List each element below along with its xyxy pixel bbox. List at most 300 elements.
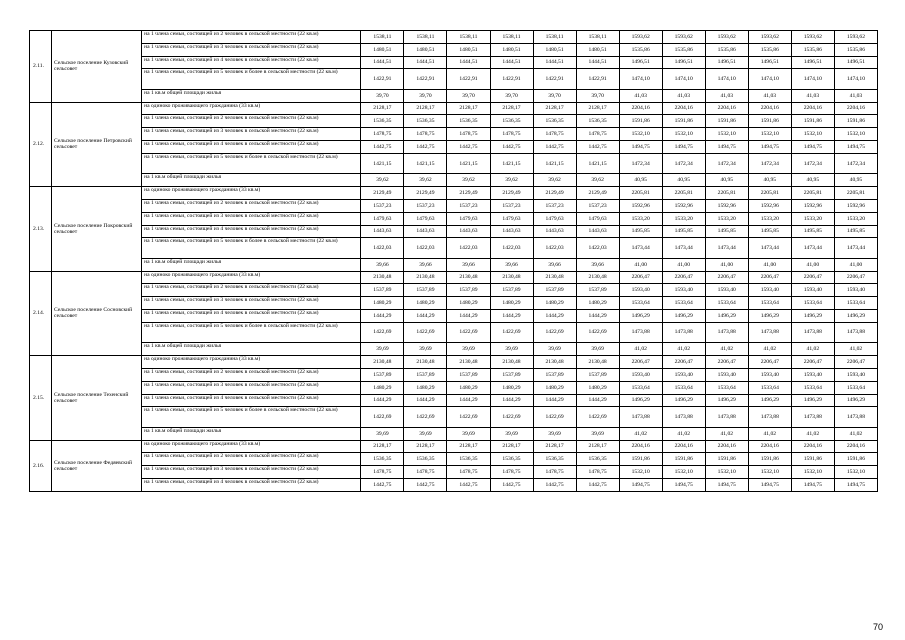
value-cell: 1532,10 [662, 128, 705, 141]
value-cell: 1422,69 [490, 322, 533, 343]
value-cell: 1474,10 [748, 69, 791, 90]
value-cell: 41,03 [662, 89, 705, 102]
value-cell: 1593,40 [791, 284, 834, 297]
value-cell: 1478,75 [447, 466, 490, 479]
value-cell: 39,69 [490, 343, 533, 356]
value-cell: 1536,35 [576, 453, 619, 466]
value-cell: 2128,17 [404, 440, 447, 453]
value-cell: 1444,29 [404, 310, 447, 323]
value-cell: 41,03 [834, 89, 877, 102]
value-cell: 1480,51 [533, 43, 576, 56]
value-cell: 1494,75 [748, 479, 791, 492]
value-cell: 39,70 [533, 89, 576, 102]
value-cell: 1422,69 [404, 322, 447, 343]
value-cell: 1473,88 [748, 407, 791, 428]
value-cell: 1473,88 [705, 407, 748, 428]
value-cell: 39,69 [533, 427, 576, 440]
category-label: на 1 члена семьи, состоящей из 4 человек в сельской местности (22 кв.м) [142, 225, 361, 238]
category-label: на 1 кв.м общей площади жилья [142, 258, 361, 271]
value-cell: 1536,35 [361, 115, 404, 128]
table-row [30, 453, 878, 466]
value-cell: 1474,10 [662, 69, 705, 90]
value-cell: 2204,16 [748, 102, 791, 115]
table-row [30, 153, 878, 174]
value-cell: 1538,11 [533, 31, 576, 44]
table-row [30, 322, 878, 343]
category-label: на 1 члена семьи, состоящей из 4 человек в сельской местности (22 кв.м) [142, 141, 361, 154]
value-cell: 2204,16 [619, 102, 662, 115]
value-cell: 41,03 [791, 89, 834, 102]
settlement-name: Сельское поселение Покровский сельсовет [52, 187, 142, 271]
category-label: на 1 члена семьи, состоящей из 5 человек и более в сельской местности (22 кв.м) [142, 238, 361, 259]
value-cell: 2128,17 [447, 440, 490, 453]
value-cell: 2204,16 [748, 440, 791, 453]
table-row [30, 115, 878, 128]
value-cell: 1593,40 [619, 284, 662, 297]
value-cell: 1593,40 [834, 284, 877, 297]
value-cell: 1532,10 [791, 466, 834, 479]
value-cell: 2204,16 [619, 440, 662, 453]
value-cell: 2130,48 [404, 271, 447, 284]
value-cell: 41,00 [705, 258, 748, 271]
value-cell: 1478,75 [447, 128, 490, 141]
table-row [30, 199, 878, 212]
value-cell: 2205,81 [791, 187, 834, 200]
value-cell: 1533,64 [705, 297, 748, 310]
value-cell: 2206,47 [662, 271, 705, 284]
value-cell: 1442,75 [533, 479, 576, 492]
value-cell: 2128,17 [490, 440, 533, 453]
value-cell: 41,02 [748, 343, 791, 356]
value-cell: 1495,85 [662, 225, 705, 238]
table-row [30, 297, 878, 310]
value-cell: 2130,48 [533, 271, 576, 284]
value-cell: 39,69 [361, 427, 404, 440]
value-cell: 1496,29 [748, 310, 791, 323]
category-label: на 1 члена семьи, состоящей из 5 человек и более в сельской местности (22 кв.м) [142, 322, 361, 343]
value-cell: 1537,89 [533, 368, 576, 381]
value-cell: 1421,15 [447, 153, 490, 174]
value-cell: 1593,40 [834, 368, 877, 381]
value-cell: 1494,75 [705, 479, 748, 492]
value-cell: 2206,47 [619, 271, 662, 284]
value-cell: 1495,85 [705, 225, 748, 238]
value-cell: 1472,34 [619, 153, 662, 174]
value-cell: 1443,63 [533, 225, 576, 238]
table-row [30, 381, 878, 394]
value-cell: 2204,16 [791, 102, 834, 115]
table-row [30, 174, 878, 187]
value-cell: 1533,20 [834, 212, 877, 225]
value-cell: 2204,16 [705, 102, 748, 115]
value-cell: 1532,10 [834, 128, 877, 141]
value-cell: 39,69 [533, 343, 576, 356]
category-label: на 1 члена семьи, состоящей из 3 человек в сельской местности (22 кв.м) [142, 297, 361, 310]
value-cell: 1533,20 [791, 212, 834, 225]
value-cell: 2129,49 [404, 187, 447, 200]
value-cell: 1538,11 [447, 31, 490, 44]
value-cell: 2130,48 [447, 356, 490, 369]
category-label: на 1 члена семьи, состоящей из 3 человек в сельской местности (22 кв.м) [142, 43, 361, 56]
page-number: 70 [872, 622, 883, 632]
value-cell: 1422,69 [361, 322, 404, 343]
value-cell: 39,62 [576, 174, 619, 187]
value-cell: 1494,75 [705, 141, 748, 154]
value-cell: 1422,91 [361, 69, 404, 90]
value-cell: 2129,49 [490, 187, 533, 200]
value-cell: 41,02 [834, 427, 877, 440]
value-cell: 39,69 [404, 427, 447, 440]
value-cell: 1479,63 [361, 212, 404, 225]
value-cell: 2130,48 [533, 356, 576, 369]
value-cell: 1479,63 [576, 212, 619, 225]
value-cell: 1533,20 [662, 212, 705, 225]
value-cell: 2128,17 [404, 102, 447, 115]
value-cell: 1444,51 [490, 56, 533, 69]
value-cell: 1496,29 [791, 310, 834, 323]
value-cell: 1422,69 [361, 407, 404, 428]
table-row [30, 284, 878, 297]
value-cell: 1533,64 [619, 381, 662, 394]
value-cell: 1532,10 [662, 466, 705, 479]
value-cell: 1536,35 [490, 453, 533, 466]
value-cell: 1473,88 [705, 322, 748, 343]
category-label: на 1 члена семьи, состоящей из 3 человек в сельской местности (22 кв.м) [142, 212, 361, 225]
value-cell: 1538,11 [404, 31, 447, 44]
value-cell: 2204,16 [662, 102, 705, 115]
value-cell: 2130,48 [576, 271, 619, 284]
value-cell: 1593,40 [662, 368, 705, 381]
value-cell: 2130,48 [404, 356, 447, 369]
value-cell: 1422,69 [490, 407, 533, 428]
value-cell: 39,70 [576, 89, 619, 102]
value-cell: 39,70 [404, 89, 447, 102]
value-cell: 41,03 [705, 89, 748, 102]
value-cell: 1496,29 [705, 394, 748, 407]
value-cell: 1535,86 [705, 43, 748, 56]
value-cell: 1442,75 [490, 479, 533, 492]
table-row [30, 368, 878, 381]
value-cell: 1591,86 [791, 453, 834, 466]
value-cell: 1591,86 [662, 115, 705, 128]
value-cell: 39,69 [447, 343, 490, 356]
value-cell: 1533,20 [705, 212, 748, 225]
value-cell: 1593,40 [748, 284, 791, 297]
value-cell: 1533,64 [748, 381, 791, 394]
value-cell: 41,02 [834, 343, 877, 356]
value-cell: 1473,88 [662, 322, 705, 343]
category-label: на одиноко проживающего гражданина (33 кв.м) [142, 271, 361, 284]
row-code: 2.12. [30, 102, 52, 186]
value-cell: 39,66 [490, 258, 533, 271]
value-cell: 1537,23 [361, 199, 404, 212]
value-cell: 1591,86 [834, 115, 877, 128]
table-row [30, 394, 878, 407]
value-cell: 1444,29 [533, 310, 576, 323]
value-cell: 1474,10 [834, 69, 877, 90]
value-cell: 1496,29 [662, 394, 705, 407]
value-cell: 39,69 [447, 427, 490, 440]
value-cell: 1496,51 [705, 56, 748, 69]
value-cell: 1593,62 [662, 31, 705, 44]
category-label: на 1 члена семьи, состоящей из 4 человек в сельской местности (22 кв.м) [142, 394, 361, 407]
value-cell: 40,95 [791, 174, 834, 187]
value-cell: 1443,63 [576, 225, 619, 238]
table-row [30, 271, 878, 284]
value-cell: 1593,40 [791, 368, 834, 381]
value-cell: 1494,75 [619, 479, 662, 492]
table-row [30, 141, 878, 154]
value-cell: 1444,51 [576, 56, 619, 69]
value-cell: 1479,63 [404, 212, 447, 225]
value-cell: 1496,51 [748, 56, 791, 69]
value-cell: 2206,47 [791, 356, 834, 369]
value-cell: 1444,29 [447, 310, 490, 323]
value-cell: 1444,51 [533, 56, 576, 69]
value-cell: 1442,75 [404, 141, 447, 154]
value-cell: 1443,63 [447, 225, 490, 238]
value-cell: 2206,47 [662, 356, 705, 369]
value-cell: 1536,35 [404, 453, 447, 466]
value-cell: 1478,75 [576, 128, 619, 141]
settlement-name: Сельское поселение Федяевский сельсовет [52, 440, 142, 491]
table-row [30, 69, 878, 90]
value-cell: 40,95 [662, 174, 705, 187]
row-code: 2.13. [30, 187, 52, 271]
value-cell: 1496,29 [662, 310, 705, 323]
value-cell: 1421,15 [576, 153, 619, 174]
value-cell: 1593,62 [705, 31, 748, 44]
value-cell: 1537,89 [447, 284, 490, 297]
value-cell: 1592,96 [705, 199, 748, 212]
category-label: на 1 члена семьи, состоящей из 2 человек в сельской местности (22 кв.м) [142, 199, 361, 212]
value-cell: 39,66 [404, 258, 447, 271]
category-label: на 1 члена семьи, состоящей из 3 человек в сельской местности (22 кв.м) [142, 466, 361, 479]
category-label: на 1 члена семьи, состоящей из 5 человек и более в сельской местности (22 кв.м) [142, 69, 361, 90]
category-label: на 1 члена семьи, состоящей из 3 человек в сельской местности (22 кв.м) [142, 381, 361, 394]
table-body [30, 31, 878, 492]
value-cell: 39,62 [447, 174, 490, 187]
value-cell: 1422,03 [404, 238, 447, 259]
value-cell: 2129,49 [533, 187, 576, 200]
value-cell: 1537,89 [361, 368, 404, 381]
value-cell: 1533,64 [662, 297, 705, 310]
value-cell: 41,03 [748, 89, 791, 102]
value-cell: 1479,63 [533, 212, 576, 225]
value-cell: 1443,63 [361, 225, 404, 238]
value-cell: 1537,23 [576, 199, 619, 212]
table-row [30, 89, 878, 102]
value-cell: 1480,29 [404, 297, 447, 310]
value-cell: 1473,88 [748, 322, 791, 343]
category-label: на 1 члена семьи, состоящей из 2 человек в сельской местности (22 кв.м) [142, 453, 361, 466]
value-cell: 1496,51 [619, 56, 662, 69]
value-cell: 1422,69 [404, 407, 447, 428]
value-cell: 1537,89 [404, 284, 447, 297]
table-row [30, 356, 878, 369]
value-cell: 2129,49 [361, 187, 404, 200]
value-cell: 1444,29 [533, 394, 576, 407]
table-row [30, 187, 878, 200]
value-cell: 1480,29 [447, 381, 490, 394]
value-cell: 39,66 [576, 258, 619, 271]
value-cell: 1480,29 [490, 297, 533, 310]
value-cell: 1472,34 [748, 153, 791, 174]
value-cell: 1591,86 [662, 453, 705, 466]
value-cell: 1494,75 [791, 141, 834, 154]
value-cell: 39,62 [404, 174, 447, 187]
value-cell: 1422,69 [447, 322, 490, 343]
category-label: на 1 члена семьи, состоящей из 5 человек и более в сельской местности (22 кв.м) [142, 407, 361, 428]
value-cell: 41,00 [791, 258, 834, 271]
value-cell: 1533,64 [791, 381, 834, 394]
value-cell: 2205,81 [834, 187, 877, 200]
value-cell: 39,69 [576, 343, 619, 356]
value-cell: 39,69 [361, 343, 404, 356]
value-cell: 1444,29 [576, 394, 619, 407]
value-cell: 41,02 [662, 343, 705, 356]
value-cell: 1443,63 [490, 225, 533, 238]
value-cell: 1537,89 [576, 368, 619, 381]
value-cell: 1537,23 [447, 199, 490, 212]
value-cell: 40,95 [705, 174, 748, 187]
value-cell: 1480,29 [533, 381, 576, 394]
value-cell: 1496,29 [619, 310, 662, 323]
value-cell: 1538,11 [576, 31, 619, 44]
value-cell: 1479,63 [447, 212, 490, 225]
value-cell: 1473,88 [662, 407, 705, 428]
value-cell: 2204,16 [705, 440, 748, 453]
table-row [30, 427, 878, 440]
settlement-name: Сельское поселение Кузовский сельсовет [52, 31, 142, 103]
value-cell: 1537,23 [533, 199, 576, 212]
value-cell: 1422,69 [533, 407, 576, 428]
value-cell: 1422,03 [447, 238, 490, 259]
value-cell: 1480,51 [447, 43, 490, 56]
value-cell: 1593,62 [619, 31, 662, 44]
value-cell: 2128,17 [533, 102, 576, 115]
value-cell: 2206,47 [791, 271, 834, 284]
value-cell: 39,62 [533, 174, 576, 187]
value-cell: 1532,10 [748, 128, 791, 141]
value-cell: 1480,29 [576, 381, 619, 394]
value-cell: 1536,35 [447, 453, 490, 466]
value-cell: 1478,75 [404, 128, 447, 141]
value-cell: 1536,35 [533, 115, 576, 128]
value-cell: 1480,29 [533, 297, 576, 310]
value-cell: 1532,10 [619, 466, 662, 479]
value-cell: 1535,86 [834, 43, 877, 56]
value-cell: 1442,75 [361, 479, 404, 492]
table-row [30, 225, 878, 238]
value-cell: 2206,47 [705, 271, 748, 284]
value-cell: 1472,34 [662, 153, 705, 174]
value-cell: 1537,89 [576, 284, 619, 297]
value-cell: 1442,75 [490, 141, 533, 154]
value-cell: 1496,29 [619, 394, 662, 407]
tariff-table [29, 30, 878, 492]
value-cell: 1591,86 [748, 115, 791, 128]
value-cell: 1421,15 [361, 153, 404, 174]
table-row [30, 238, 878, 259]
value-cell: 1422,69 [447, 407, 490, 428]
value-cell: 1473,88 [791, 407, 834, 428]
value-cell: 1480,51 [576, 43, 619, 56]
table-row [30, 407, 878, 428]
value-cell: 1472,34 [705, 153, 748, 174]
value-cell: 1537,89 [404, 368, 447, 381]
value-cell: 2205,81 [619, 187, 662, 200]
value-cell: 1536,35 [404, 115, 447, 128]
value-cell: 1478,75 [533, 128, 576, 141]
value-cell: 1533,64 [791, 297, 834, 310]
value-cell: 1474,10 [619, 69, 662, 90]
value-cell: 1593,62 [834, 31, 877, 44]
value-cell: 1533,64 [834, 381, 877, 394]
value-cell: 1444,29 [447, 394, 490, 407]
table-row [30, 479, 878, 492]
value-cell: 1473,88 [834, 407, 877, 428]
category-label: на одиноко проживающего гражданина (33 кв.м) [142, 187, 361, 200]
value-cell: 41,03 [619, 89, 662, 102]
value-cell: 1591,86 [619, 115, 662, 128]
value-cell: 1533,64 [834, 297, 877, 310]
value-cell: 1495,85 [748, 225, 791, 238]
value-cell: 1473,88 [834, 322, 877, 343]
value-cell: 1444,29 [361, 310, 404, 323]
value-cell: 1591,86 [791, 115, 834, 128]
value-cell: 1496,51 [662, 56, 705, 69]
value-cell: 40,95 [619, 174, 662, 187]
value-cell: 2205,81 [705, 187, 748, 200]
value-cell: 41,02 [791, 343, 834, 356]
value-cell: 41,02 [662, 427, 705, 440]
value-cell: 1592,96 [834, 199, 877, 212]
value-cell: 2130,48 [361, 356, 404, 369]
row-code: 2.14. [30, 271, 52, 355]
value-cell: 41,00 [619, 258, 662, 271]
value-cell: 1444,29 [404, 394, 447, 407]
row-code: 2.15. [30, 356, 52, 440]
value-cell: 1480,29 [576, 297, 619, 310]
value-cell: 1473,88 [619, 322, 662, 343]
value-cell: 2204,16 [834, 440, 877, 453]
value-cell: 41,02 [748, 427, 791, 440]
value-cell: 39,66 [533, 258, 576, 271]
category-label: на 1 кв.м общей площади жилья [142, 343, 361, 356]
value-cell: 2206,47 [705, 356, 748, 369]
table-row [30, 56, 878, 69]
value-cell: 41,02 [619, 427, 662, 440]
value-cell: 2130,48 [490, 356, 533, 369]
value-cell: 1473,88 [791, 322, 834, 343]
category-label: на одиноко проживающего гражданина (33 кв.м) [142, 440, 361, 453]
value-cell: 1444,29 [361, 394, 404, 407]
value-cell: 1421,15 [404, 153, 447, 174]
value-cell: 1538,11 [361, 31, 404, 44]
value-cell: 2205,81 [748, 187, 791, 200]
value-cell: 1494,75 [748, 141, 791, 154]
category-label: на 1 члена семьи, состоящей из 2 человек в сельской местности (22 кв.м) [142, 368, 361, 381]
value-cell: 2129,49 [576, 187, 619, 200]
value-cell: 1537,23 [404, 199, 447, 212]
value-cell: 1495,85 [834, 225, 877, 238]
value-cell: 1536,35 [533, 453, 576, 466]
value-cell: 2128,17 [576, 102, 619, 115]
value-cell: 2206,47 [748, 271, 791, 284]
value-cell: 1496,29 [791, 394, 834, 407]
value-cell: 1593,40 [748, 368, 791, 381]
